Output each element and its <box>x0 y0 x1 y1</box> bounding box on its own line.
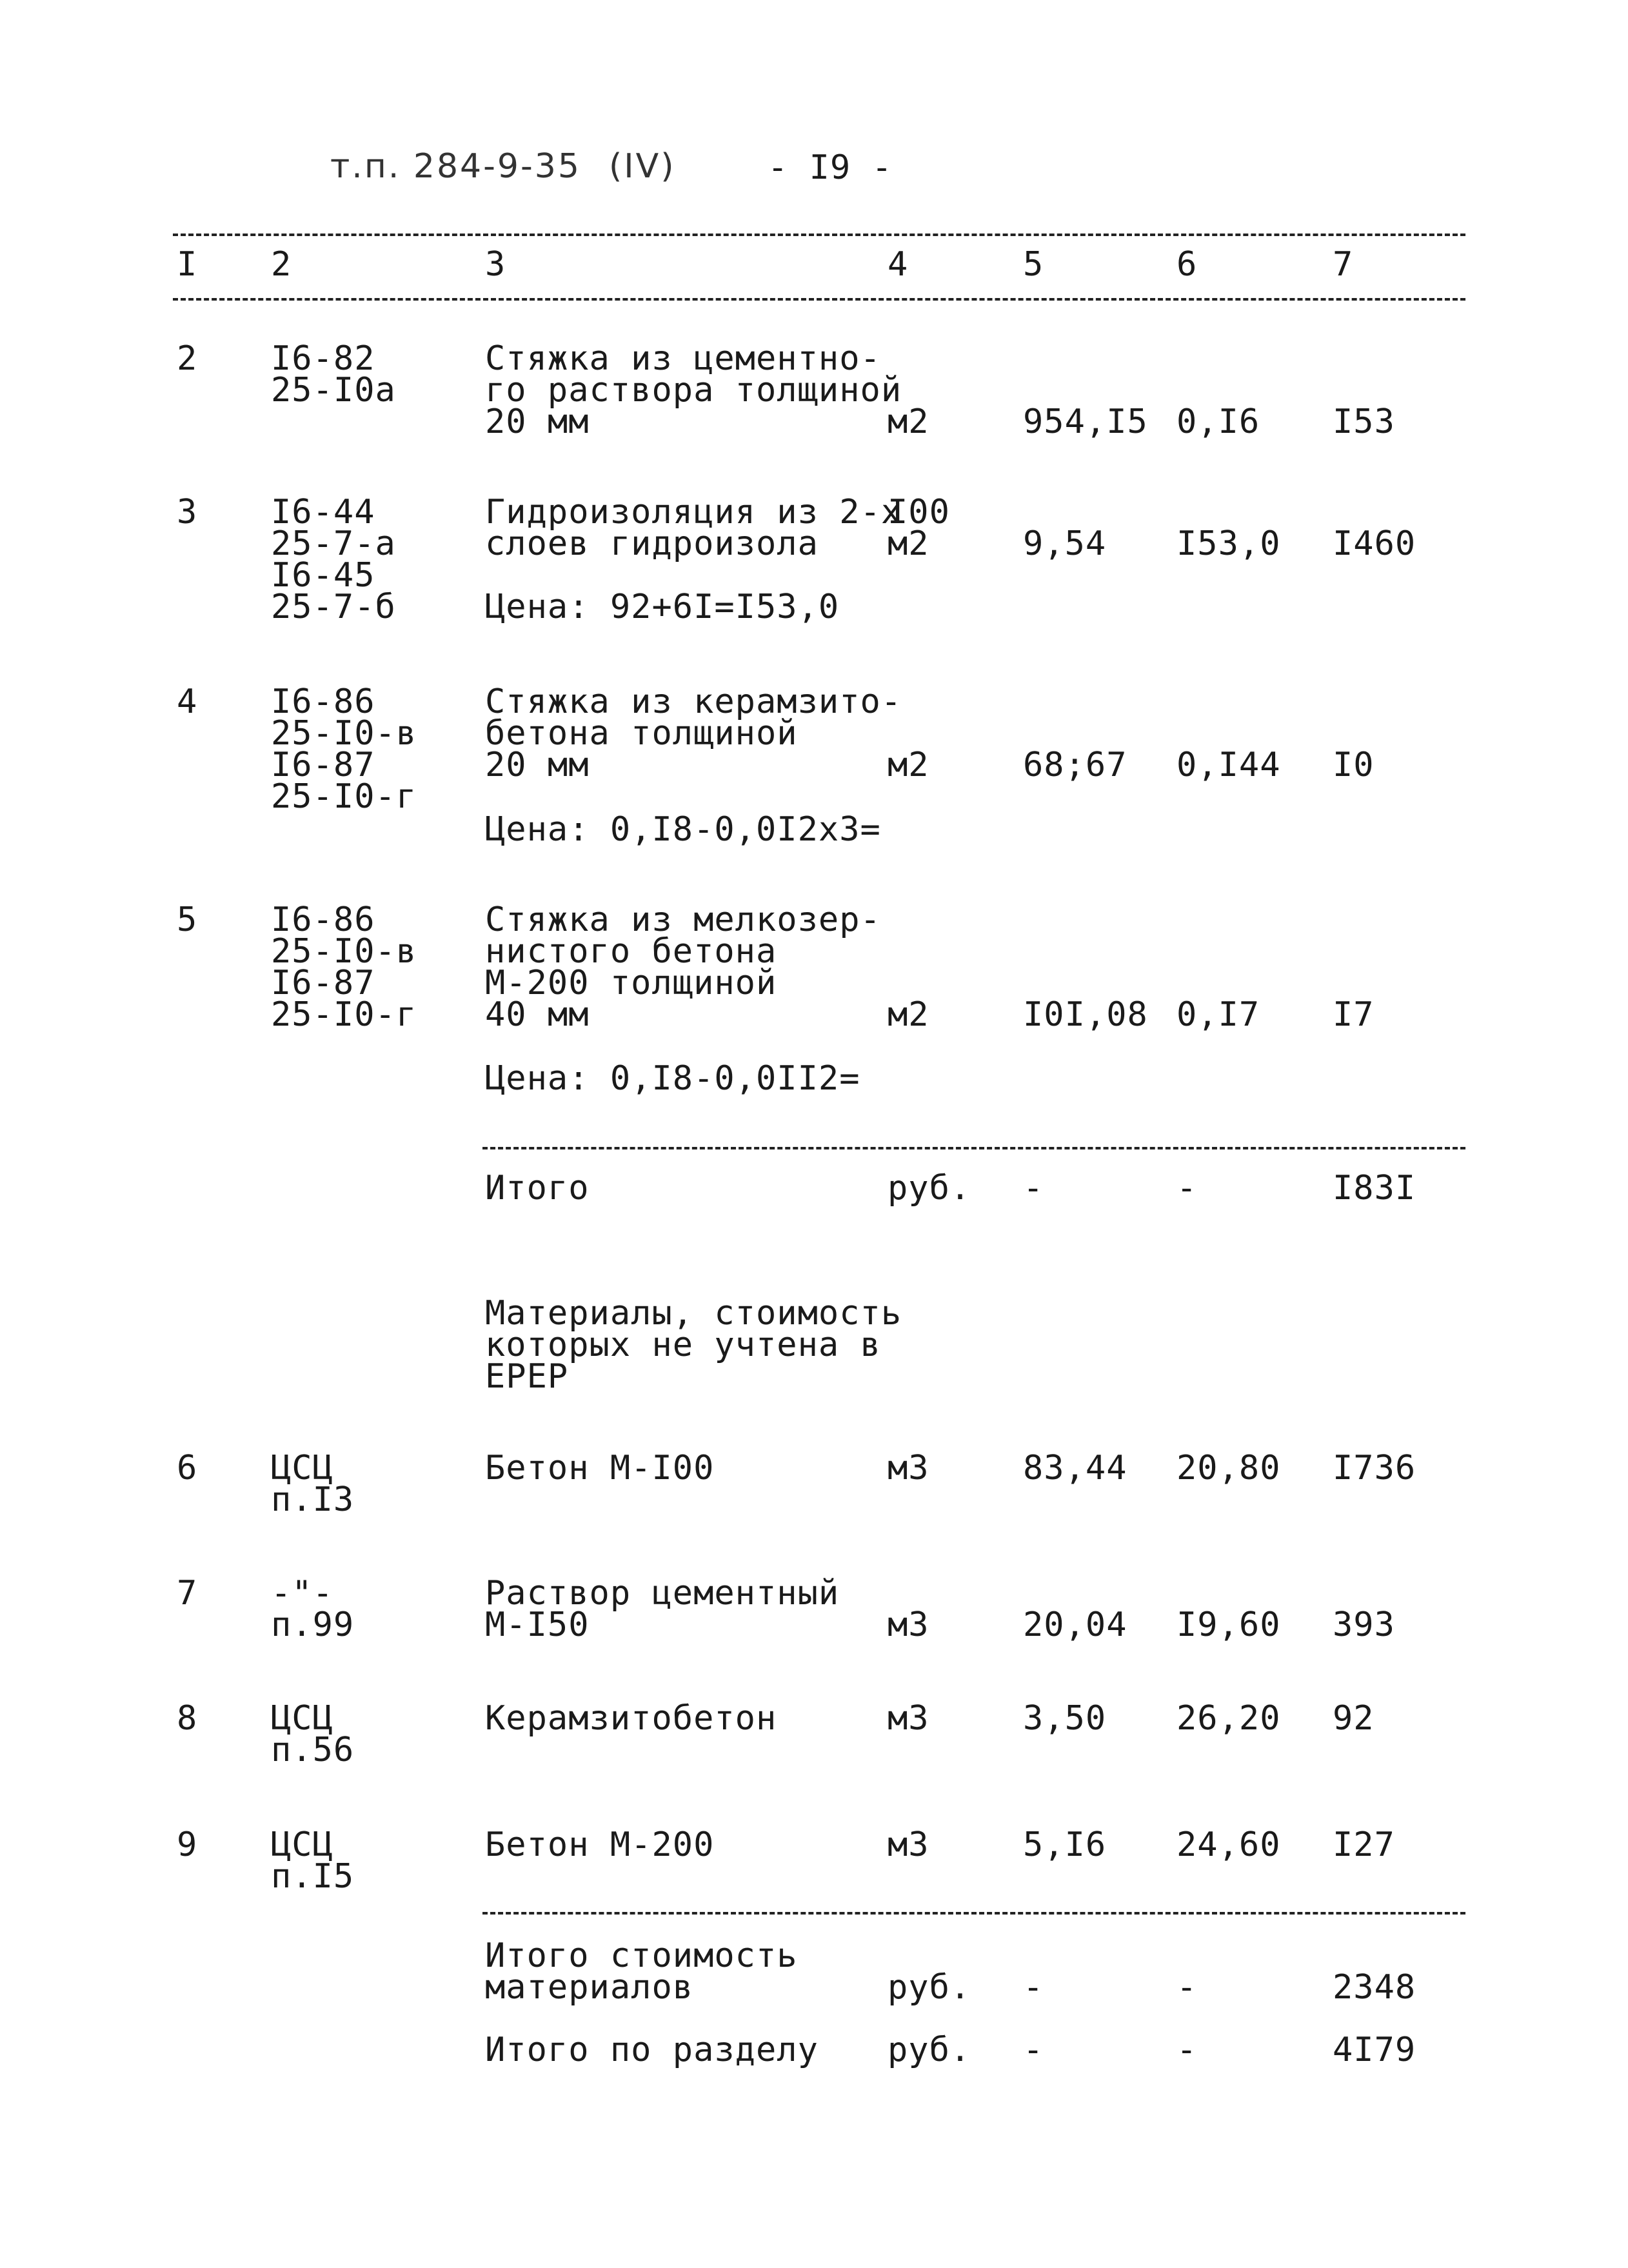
row-number: 5 <box>177 900 198 939</box>
work-description: 20 мм <box>485 403 590 441</box>
row-number: 4 <box>177 682 198 721</box>
unit: м3 <box>888 1825 929 1864</box>
norm-code: 25-I0-г <box>271 995 417 1034</box>
norm-code: п.99 <box>271 1606 355 1644</box>
norm-code: 25-I0-в <box>271 714 417 753</box>
document-reference: т.п. 284-9-35 <box>330 147 581 186</box>
materials-heading: ЕРЕР <box>485 1357 569 1396</box>
norm-code: 25-I0-в <box>271 932 417 971</box>
unit: руб. <box>888 1169 971 1208</box>
unit-price: - <box>1176 2031 1198 2069</box>
unit: м3 <box>888 1606 929 1644</box>
unit: м2 <box>888 995 929 1034</box>
quantity: 954,I5 <box>1023 403 1148 441</box>
norm-code: 25-7-б <box>271 588 396 626</box>
unit-price: 0,I7 <box>1176 995 1260 1034</box>
work-description: Стяжка из мелкозер- <box>485 900 881 939</box>
column-header-6: 6 <box>1176 245 1198 284</box>
row-number: 6 <box>177 1449 198 1487</box>
unit-price: I53,0 <box>1176 524 1281 563</box>
quantity: I0I,08 <box>1023 995 1148 1034</box>
total-cost: I460 <box>1333 524 1416 563</box>
column-header-7: 7 <box>1333 245 1354 284</box>
column-header-2: 2 <box>271 245 292 284</box>
materials-heading: которых не учтена в <box>485 1326 881 1364</box>
norm-code: п.56 <box>271 1731 355 1769</box>
unit-price: - <box>1176 1968 1198 2007</box>
table-top-rule <box>173 234 1465 236</box>
norm-code: I6-86 <box>271 682 375 721</box>
work-description: 20 мм <box>485 746 590 784</box>
quantity: 9,54 <box>1023 524 1107 563</box>
total-cost: I83I <box>1333 1169 1416 1208</box>
total-cost: 2348 <box>1333 1968 1416 2007</box>
total-section-label: Итого по разделу <box>485 2031 819 2069</box>
unit-price: I9,60 <box>1176 1606 1281 1644</box>
quantity: - <box>1023 1169 1044 1208</box>
work-description: слоев гидроизола <box>485 524 819 563</box>
quantity: 20,04 <box>1023 1606 1127 1644</box>
unit: м2 <box>888 403 929 441</box>
total-cost: 92 <box>1333 1699 1375 1738</box>
norm-code: I6-44 <box>271 493 375 532</box>
norm-code: 25-7-а <box>271 524 396 563</box>
page-number: - I9 - <box>768 148 893 187</box>
work-description: Стяжка из керамзито- <box>485 682 902 721</box>
price-note: Цена: 0,I8-0,0I2х3= <box>485 810 881 849</box>
unit-price: 20,80 <box>1176 1449 1281 1487</box>
work-description: 40 мм <box>485 995 590 1034</box>
work-description: Стяжка из цементно- <box>485 339 881 378</box>
price-note: Цена: 0,I8-0,0II2= <box>485 1059 860 1098</box>
norm-code: I6-82 <box>271 339 375 378</box>
materials-total-rule <box>482 1912 1465 1915</box>
subtotal-rule <box>482 1147 1465 1149</box>
quantity: 83,44 <box>1023 1449 1127 1487</box>
material-description: Керамзитобетон <box>485 1699 777 1738</box>
norm-code: п.I5 <box>271 1857 355 1896</box>
row-number: 8 <box>177 1699 198 1738</box>
unit-price: - <box>1176 1169 1198 1208</box>
row-number: 3 <box>177 493 198 532</box>
unit-price: 26,20 <box>1176 1699 1281 1738</box>
norm-code: ЦСЦ <box>271 1449 333 1487</box>
total-cost: 393 <box>1333 1606 1395 1644</box>
row-number: 7 <box>177 1574 198 1613</box>
norm-code: ЦСЦ <box>271 1825 333 1864</box>
norm-code: 25-I0-г <box>271 777 417 816</box>
unit-price: 0,I6 <box>1176 403 1260 441</box>
subtotal-label: Итого <box>485 1169 590 1208</box>
work-description: М-200 толщиной <box>485 964 777 1002</box>
unit: м2 <box>888 746 929 784</box>
total-materials-label: материалов <box>485 1968 694 2007</box>
work-description: бетона толщиной <box>485 714 798 753</box>
header-bottom-rule <box>173 298 1465 301</box>
norm-code: ЦСЦ <box>271 1699 333 1738</box>
norm-code: -"- <box>271 1574 333 1613</box>
row-number: 2 <box>177 339 198 378</box>
unit: руб. <box>888 2031 971 2069</box>
norm-code: п.I3 <box>271 1480 355 1519</box>
column-header-1: I <box>177 245 198 284</box>
unit-price: 24,60 <box>1176 1825 1281 1864</box>
unit-multiplier: I00 <box>888 493 950 532</box>
work-description: го раствора толщиной <box>485 371 902 410</box>
total-materials-label: Итого стоимость <box>485 1936 798 1975</box>
unit-price: 0,I44 <box>1176 746 1281 784</box>
price-note: Цена: 92+6I=I53,0 <box>485 588 840 626</box>
quantity: - <box>1023 2031 1044 2069</box>
unit: руб. <box>888 1968 971 2007</box>
material-description: Раствор цементный <box>485 1574 840 1613</box>
volume-label: (IV) <box>609 147 676 186</box>
unit: м2 <box>888 524 929 563</box>
unit: м3 <box>888 1699 929 1738</box>
quantity: 3,50 <box>1023 1699 1107 1738</box>
column-header-4: 4 <box>888 245 909 284</box>
norm-code: I6-87 <box>271 964 375 1002</box>
norm-code: I6-87 <box>271 746 375 784</box>
material-description: Бетон М-I00 <box>485 1449 715 1487</box>
material-description: М-I50 <box>485 1606 590 1644</box>
total-cost: I0 <box>1333 746 1375 784</box>
work-description: Гидроизоляция из 2-х <box>485 493 902 532</box>
quantity: 5,I6 <box>1023 1825 1107 1864</box>
quantity: 68;67 <box>1023 746 1127 784</box>
total-cost: I53 <box>1333 403 1395 441</box>
norm-code: I6-86 <box>271 900 375 939</box>
work-description: нистого бетона <box>485 932 777 971</box>
total-cost: 4I79 <box>1333 2031 1416 2069</box>
total-cost: I7 <box>1333 995 1375 1034</box>
quantity: - <box>1023 1968 1044 2007</box>
total-cost: I27 <box>1333 1825 1395 1864</box>
materials-heading: Материалы, стоимость <box>485 1294 902 1333</box>
column-header-5: 5 <box>1023 245 1044 284</box>
norm-code: I6-45 <box>271 556 375 595</box>
material-description: Бетон М-200 <box>485 1825 715 1864</box>
total-cost: I736 <box>1333 1449 1416 1487</box>
row-number: 9 <box>177 1825 198 1864</box>
norm-code: 25-I0a <box>271 371 396 410</box>
column-header-3: 3 <box>485 245 506 284</box>
unit: м3 <box>888 1449 929 1487</box>
